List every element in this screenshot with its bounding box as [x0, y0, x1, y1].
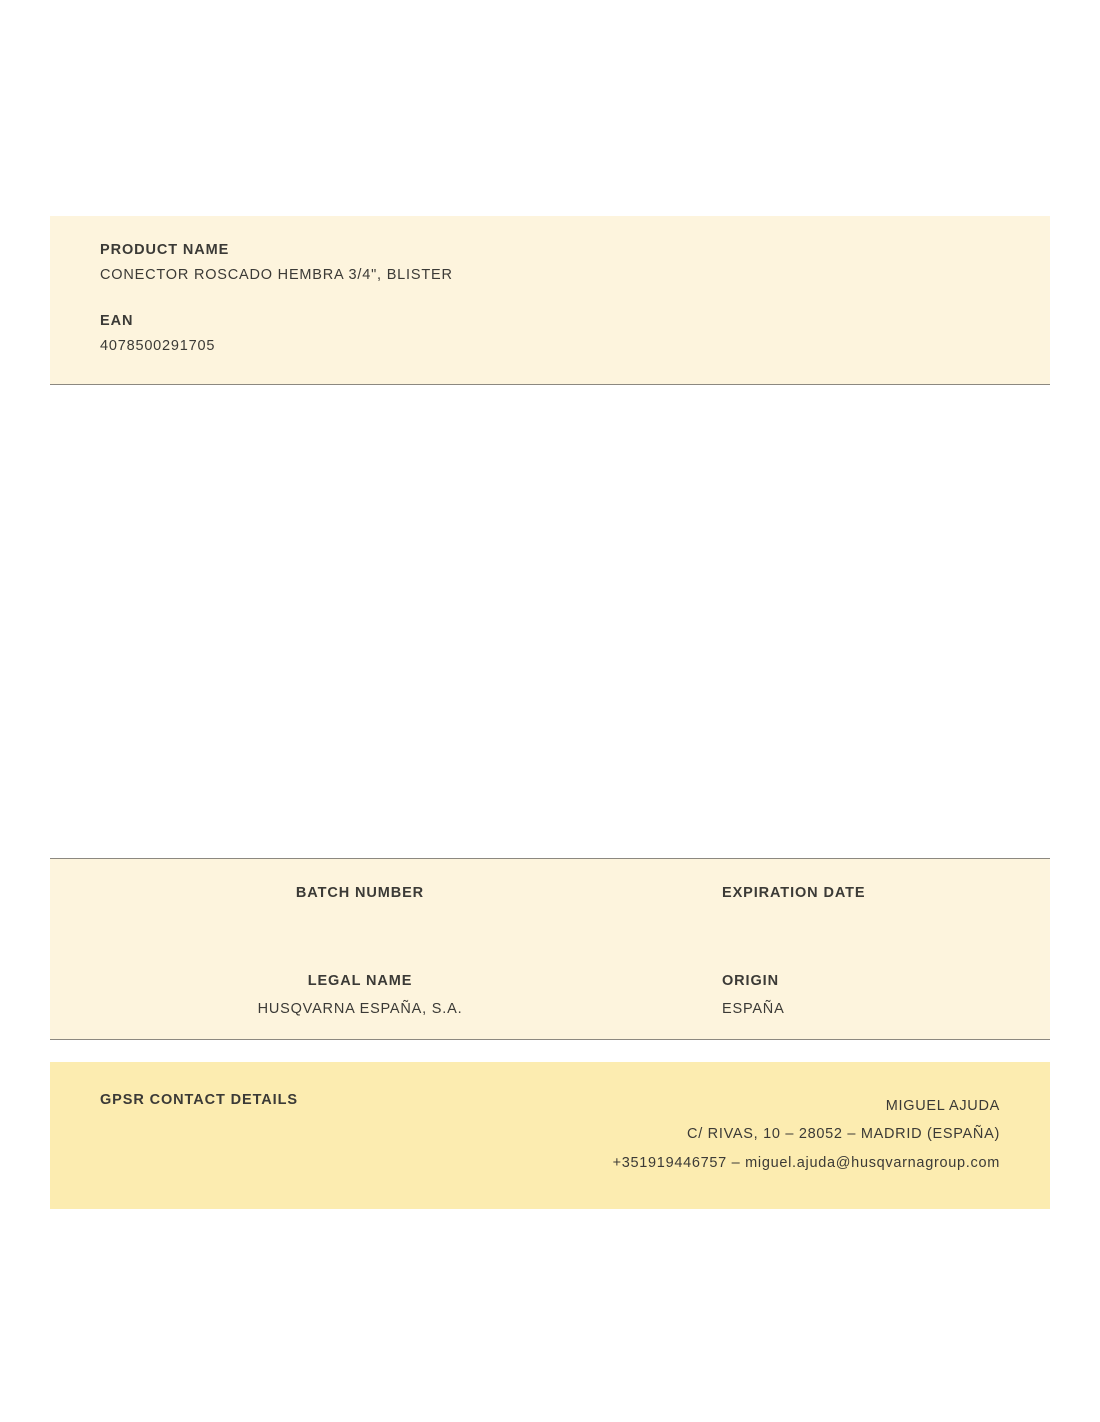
gpsr-contact-name: MIGUEL AJUDA	[885, 1098, 1000, 1114]
batch-number-cell	[50, 885, 670, 913]
gpsr-contact-block	[50, 1062, 1050, 1209]
row-spacer	[50, 913, 1050, 973]
product-name-label: PRODUCT NAME	[100, 242, 230, 258]
expiration-date-cell	[670, 885, 1050, 913]
expiration-date-label: EXPIRATION DATE	[722, 885, 866, 901]
legal-origin-row	[50, 973, 1050, 1017]
gpsr-contact-phone-email: +351919446757 – miguel.ajuda@husqvarnagroup.com	[612, 1154, 1000, 1171]
batch-expiration-row	[50, 885, 1050, 913]
origin-value: ESPAÑA	[722, 1001, 785, 1017]
gpsr-contact-address: C/ RIVAS, 10 – 28052 – MADRID (ESPAÑA)	[687, 1126, 1000, 1143]
product-info-block	[50, 216, 1050, 385]
gpsr-inner	[100, 1092, 1000, 1177]
product-name-value: CONECTOR ROSCADO HEMBRA 3/4", BLISTER	[100, 267, 453, 283]
gpsr-contact-lines	[613, 1092, 1000, 1177]
batch-legal-block	[50, 858, 1050, 1040]
ean-value: 4078500291705	[100, 338, 216, 354]
origin-label: ORIGIN	[722, 973, 779, 989]
legal-name-label: LEGAL NAME	[307, 973, 413, 989]
gpsr-contact-label: GPSR CONTACT DETAILS	[100, 1092, 298, 1108]
blank-content-area	[50, 398, 1050, 858]
legal-name-cell	[50, 973, 670, 1017]
batch-number-label: BATCH NUMBER	[295, 885, 425, 901]
legal-name-value: HUSQVARNA ESPAÑA, S.A.	[257, 1001, 463, 1017]
origin-cell	[670, 973, 1050, 1017]
ean-label: EAN	[100, 313, 134, 329]
field-spacer	[100, 283, 1000, 313]
